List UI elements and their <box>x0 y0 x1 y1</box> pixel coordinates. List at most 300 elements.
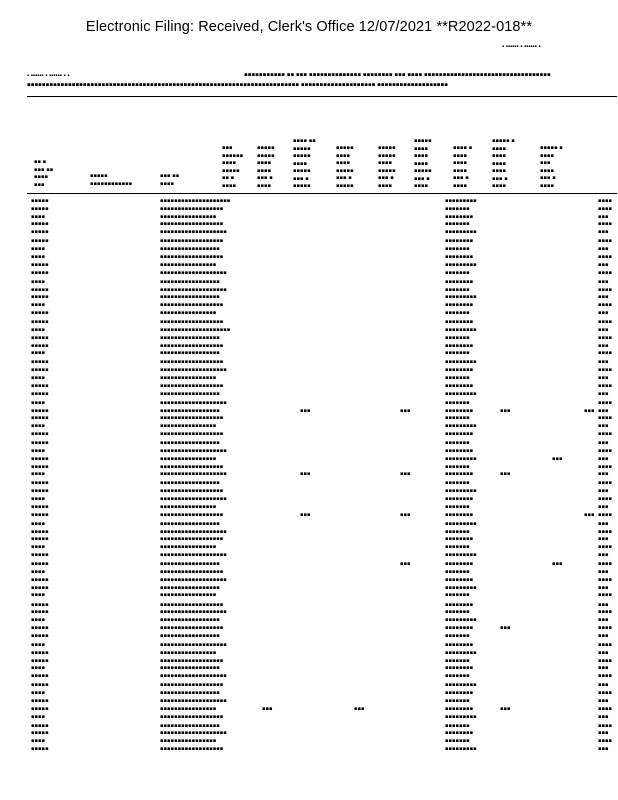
row-description-cell: ▪▪▪▪▪▪▪▪▪▪▪▪▪▪▪▪▪▪ <box>160 488 224 495</box>
row-last-cell: ▪▪▪▪ <box>598 705 613 712</box>
row-id-cell: ▪▪▪▪ <box>31 326 46 333</box>
row-description-cell: ▪▪▪▪▪▪▪▪▪▪▪▪▪▪▪▪▪▪ <box>160 205 224 212</box>
column-header-12: ▪▪▪▪ <box>540 167 555 174</box>
row-description-cell: ▪▪▪▪▪▪▪▪▪▪▪▪▪▪▪▪▪ <box>160 665 220 672</box>
row-value-cell: ▪▪▪▪▪▪▪▪▪ <box>445 455 477 462</box>
row-description-cell: ▪▪▪▪▪▪▪▪▪▪▪▪▪▪▪▪▪ <box>160 520 220 527</box>
row-value-cell: ▪▪▪▪▪▪▪▪ <box>445 367 474 374</box>
row-value-cell: ▪▪▪▪▪▪▪ <box>445 286 470 293</box>
row-last-cell: ▪▪▪▪ <box>598 431 613 438</box>
row-last-cell: ▪▪▪▪ <box>598 254 613 260</box>
sparse-value-cell: ▪▪▪ <box>354 705 365 712</box>
row-last-cell: ▪▪▪ <box>598 488 609 495</box>
row-value-cell: ▪▪▪▪▪▪▪▪ <box>445 561 474 568</box>
row-last-cell: ▪▪▪▪ <box>598 624 613 631</box>
row-description-cell: ▪▪▪▪▪▪▪▪▪▪▪▪▪▪▪▪▪ <box>160 584 220 591</box>
row-description-cell: ▪▪▪▪▪▪▪▪▪▪▪▪▪▪▪▪▪▪ <box>160 238 224 245</box>
row-value-cell: ▪▪▪▪▪▪▪ <box>445 350 470 357</box>
section-line-1: ▪▪▪▪▪▪▪▪▪▪▪ ▪▪ ▪▪▪ ▪▪▪▪▪▪▪▪▪▪▪▪▪▪ ▪▪▪▪▪▪▪▪ ▪▪▪ ▪▪▪▪ ▪▪▪▪▪▪▪▪▪▪▪▪▪▪▪▪▪▪▪▪▪▪▪▪▪▪▪▪▪▪▪▪▪▪ <box>244 72 551 78</box>
row-description-cell: ▪▪▪▪▪▪▪▪▪▪▪▪▪▪▪▪▪ <box>160 350 220 357</box>
row-id-cell: ▪▪▪▪▪ <box>31 649 49 656</box>
row-description-cell: ▪▪▪▪▪▪▪▪▪▪▪▪▪▪▪▪▪▪▪ <box>160 730 227 737</box>
row-last-cell: ▪▪▪▪ <box>598 415 613 422</box>
column-header-8: ▪▪▪▪▪ <box>378 145 396 151</box>
section-label: ▪ ▪▪▪▪▪▪ ▪ ▪▪▪▪▪▪ ▪ ▪ <box>27 73 70 79</box>
row-id-cell: ▪▪▪▪▪ <box>31 576 49 583</box>
row-value-cell: ▪▪▪▪▪▪▪▪▪ <box>445 552 477 559</box>
row-last-cell: ▪▪▪▪ <box>598 198 613 204</box>
column-header-12: ▪▪▪▪▪ ▪ <box>540 145 563 151</box>
row-description-cell: ▪▪▪▪▪▪▪▪▪▪▪▪▪▪▪▪▪▪▪ <box>160 367 227 374</box>
row-last-cell: ▪▪▪ <box>598 584 609 591</box>
row-last-cell: ▪▪▪▪ <box>598 561 613 568</box>
row-description-cell: ▪▪▪▪▪▪▪▪▪▪▪▪▪▪▪▪▪ <box>160 632 220 639</box>
sparse-value-cell: ▪▪▪ <box>500 407 511 414</box>
row-id-cell: ▪▪▪▪▪ <box>31 382 49 389</box>
column-header-11: ▪▪▪ ▪ <box>492 175 508 182</box>
row-id-cell: ▪▪▪▪ <box>31 254 46 260</box>
column-header-1: ▪▪▪ ▪▪ <box>34 166 54 173</box>
row-id-cell: ▪▪▪▪▪ <box>31 697 49 704</box>
row-description-cell: ▪▪▪▪▪▪▪▪▪▪▪▪▪▪▪▪▪▪ <box>160 713 224 720</box>
row-id-cell: ▪▪▪▪▪ <box>31 609 49 616</box>
sparse-value-cell: ▪▪▪ <box>300 511 311 518</box>
row-value-cell: ▪▪▪▪▪▪▪▪▪ <box>445 584 477 591</box>
row-last-cell: ▪▪▪▪ <box>598 544 613 551</box>
column-header-7: ▪▪▪ ▪ <box>336 175 352 181</box>
row-last-cell: ▪▪▪ <box>598 375 609 382</box>
row-value-cell: ▪▪▪▪▪▪▪▪ <box>445 382 474 389</box>
column-header-7: ▪▪▪▪▪ <box>336 145 354 151</box>
row-description-cell: ▪▪▪▪▪▪▪▪▪▪▪▪▪▪▪▪▪▪ <box>160 536 224 543</box>
row-value-cell: ▪▪▪▪▪▪▪ <box>445 528 470 535</box>
row-value-cell: ▪▪▪▪▪▪▪ <box>445 440 470 447</box>
row-value-cell: ▪▪▪▪▪▪▪▪ <box>445 624 474 631</box>
row-last-cell: ▪▪▪▪ <box>598 722 613 729</box>
row-id-cell: ▪▪▪▪▪ <box>31 198 49 204</box>
row-id-cell: ▪▪▪▪ <box>31 592 46 599</box>
row-description-cell: ▪▪▪▪▪▪▪▪▪▪▪▪▪▪▪▪▪▪ <box>160 359 224 366</box>
row-id-cell: ▪▪▪▪▪ <box>31 319 49 326</box>
row-id-cell: ▪▪▪▪▪ <box>31 488 49 495</box>
row-id-cell: ▪▪▪▪▪ <box>31 730 49 737</box>
row-description-cell: ▪▪▪▪▪▪▪▪▪▪▪▪▪▪▪▪▪▪▪ <box>160 697 227 704</box>
row-id-cell: ▪▪▪▪▪ <box>31 269 49 276</box>
column-header-10: ▪▪▪▪ <box>453 152 468 159</box>
row-last-cell: ▪▪▪ <box>598 213 609 220</box>
row-id-cell: ▪▪▪▪ <box>31 423 46 430</box>
row-last-cell: ▪▪▪ <box>598 407 609 414</box>
row-id-cell: ▪▪▪▪▪ <box>31 503 49 510</box>
column-header-5: ▪▪▪▪ <box>257 167 272 174</box>
column-header-4: ▪▪▪▪▪ <box>222 167 240 174</box>
column-header-1: ▪▪▪ <box>34 181 45 188</box>
sparse-value-cell: ▪▪▪ <box>262 705 273 712</box>
row-description-cell: ▪▪▪▪▪▪▪▪▪▪▪▪▪▪▪▪▪ <box>160 407 220 414</box>
row-id-cell: ▪▪▪▪▪ <box>31 455 49 462</box>
row-last-cell: ▪▪▪ <box>598 294 609 301</box>
doc-heading-right: ▪ ▪▪▪▪▪▪ ▪ ▪▪▪▪▪▪ ▪ <box>502 44 541 50</box>
row-value-cell: ▪▪▪▪▪▪▪▪ <box>445 511 474 518</box>
column-header-4: ▪▪▪▪ <box>222 182 237 189</box>
row-description-cell: ▪▪▪▪▪▪▪▪▪▪▪▪▪▪▪▪▪▪ <box>160 682 224 689</box>
row-value-cell: ▪▪▪▪▪▪▪▪▪ <box>445 390 477 397</box>
row-value-cell: ▪▪▪▪▪▪▪ <box>445 722 470 729</box>
row-id-cell: ▪▪▪▪ <box>31 568 46 575</box>
row-description-cell: ▪▪▪▪▪▪▪▪▪▪▪▪▪▪▪▪▪▪▪ <box>160 399 227 406</box>
row-description-cell: ▪▪▪▪▪▪▪▪▪▪▪▪▪▪▪▪ <box>160 592 217 599</box>
row-description-cell: ▪▪▪▪▪▪▪▪▪▪▪▪▪▪▪▪▪▪▪ <box>160 576 227 583</box>
section-line-2: ▪▪▪▪▪▪▪▪▪▪▪▪▪▪▪▪▪▪▪▪▪▪▪▪▪▪▪▪▪▪▪▪▪▪▪▪▪▪▪▪▪▪▪▪▪▪▪▪▪▪▪▪▪▪▪▪▪▪▪▪▪▪▪▪▪▪▪▪▪▪▪▪▪ ▪▪▪▪▪▪▪▪▪▪▪▪▪▪▪▪▪▪▪▪ ▪▪▪▪▪▪▪▪▪▪▪▪▪▪▪▪▪▪▪ <box>27 82 448 88</box>
row-value-cell: ▪▪▪▪▪▪▪▪ <box>445 665 474 672</box>
row-id-cell: ▪▪▪▪ <box>31 399 46 406</box>
column-header-6: ▪▪▪▪ <box>293 160 308 167</box>
row-value-cell: ▪▪▪▪▪▪▪▪▪ <box>445 488 477 495</box>
row-value-cell: ▪▪▪▪▪▪▪▪▪ <box>445 682 477 689</box>
row-value-cell: ▪▪▪▪▪▪▪▪ <box>445 319 474 326</box>
row-value-cell: ▪▪▪▪▪▪▪▪▪ <box>445 649 477 656</box>
column-header-1: ▪▪▪▪ <box>34 174 49 180</box>
row-description-cell: ▪▪▪▪▪▪▪▪▪▪▪▪▪▪▪▪▪ <box>160 722 220 729</box>
row-id-cell: ▪▪▪▪▪ <box>31 601 49 608</box>
sparse-value-cell: ▪▪▪ <box>400 561 411 568</box>
row-id-cell: ▪▪▪▪▪ <box>31 431 49 438</box>
row-last-cell: ▪▪▪ <box>598 342 609 349</box>
column-header-6: ▪▪▪ ▪ <box>293 175 309 182</box>
row-description-cell: ▪▪▪▪▪▪▪▪▪▪▪▪▪▪▪▪ <box>160 213 217 220</box>
column-header-8: ▪▪▪▪ <box>378 160 393 166</box>
row-value-cell: ▪▪▪▪▪▪▪ <box>445 205 470 212</box>
row-id-cell: ▪▪▪▪▪ <box>31 415 49 422</box>
row-description-cell: ▪▪▪▪▪▪▪▪▪▪▪▪▪▪▪▪▪▪▪▪ <box>160 198 231 204</box>
row-id-cell: ▪▪▪▪ <box>31 471 46 478</box>
row-description-cell: ▪▪▪▪▪▪▪▪▪▪▪▪▪▪▪▪▪ <box>160 440 220 447</box>
row-last-cell: ▪▪▪ <box>598 601 609 608</box>
row-description-cell: ▪▪▪▪▪▪▪▪▪▪▪▪▪▪▪▪▪▪▪ <box>160 609 227 616</box>
row-id-cell: ▪▪▪▪ <box>31 496 46 503</box>
row-value-cell: ▪▪▪▪▪▪▪▪ <box>445 730 474 737</box>
row-id-cell: ▪▪▪▪ <box>31 213 46 220</box>
row-value-cell: ▪▪▪▪▪▪▪▪▪ <box>445 520 477 527</box>
row-description-cell: ▪▪▪▪▪▪▪▪▪▪▪▪▪▪▪▪ <box>160 423 217 430</box>
row-description-cell: ▪▪▪▪▪▪▪▪▪▪▪▪▪▪▪▪▪▪▪ <box>160 447 227 454</box>
row-value-cell: ▪▪▪▪▪▪▪▪▪ <box>445 746 477 753</box>
column-header-7: ▪▪▪▪ <box>336 152 351 159</box>
sparse-value-cell: ▪▪▪ <box>500 471 511 478</box>
row-last-cell: ▪▪▪▪ <box>598 528 613 535</box>
row-value-cell: ▪▪▪▪▪▪▪ <box>445 738 470 745</box>
column-header-5: ▪▪▪▪▪ <box>257 152 275 159</box>
row-id-cell: ▪▪▪▪ <box>31 375 46 382</box>
row-value-cell: ▪▪▪▪▪▪▪▪ <box>445 254 474 260</box>
row-value-cell: ▪▪▪▪▪▪▪ <box>445 375 470 382</box>
column-header-4: ▪▪▪▪▪▪ <box>222 152 244 159</box>
row-value-cell: ▪▪▪▪▪▪▪▪ <box>445 213 474 220</box>
row-value-cell: ▪▪▪▪▪▪▪▪▪ <box>445 713 477 720</box>
row-id-cell: ▪▪▪▪ <box>31 447 46 454</box>
row-value-cell: ▪▪▪▪▪▪▪ <box>445 334 470 341</box>
row-last-cell: ▪▪▪ <box>598 665 609 672</box>
row-description-cell: ▪▪▪▪▪▪▪▪▪▪▪▪▪▪▪▪▪ <box>160 294 220 301</box>
column-header-12: ▪▪▪▪ <box>540 182 555 189</box>
row-value-cell: ▪▪▪▪▪▪▪▪ <box>445 278 474 285</box>
column-header-5: ▪▪▪▪▪ <box>257 145 275 151</box>
row-id-cell: ▪▪▪▪▪ <box>31 657 49 664</box>
row-value-cell: ▪▪▪▪▪▪▪ <box>445 673 470 680</box>
column-header-10: ▪▪▪▪ <box>453 160 468 166</box>
row-id-cell: ▪▪▪▪▪ <box>31 334 49 341</box>
row-value-cell: ▪▪▪▪▪▪▪▪ <box>445 576 474 583</box>
row-description-cell: ▪▪▪▪▪▪▪▪▪▪▪▪▪▪▪▪▪▪▪ <box>160 528 227 535</box>
row-id-cell: ▪▪▪▪▪ <box>31 440 49 447</box>
row-id-cell: ▪▪▪▪▪ <box>31 359 49 366</box>
row-last-cell: ▪▪▪ <box>598 326 609 333</box>
row-value-cell: ▪▪▪▪▪▪▪▪ <box>445 690 474 697</box>
column-header-9: ▪▪▪ ▪ <box>414 175 430 182</box>
row-value-cell: ▪▪▪▪▪▪▪▪ <box>445 342 474 349</box>
row-id-cell: ▪▪▪▪▪ <box>31 463 49 470</box>
row-description-cell: ▪▪▪▪▪▪▪▪▪▪▪▪▪▪▪▪ <box>160 544 217 551</box>
row-description-cell: ▪▪▪▪▪▪▪▪▪▪▪▪▪▪▪▪▪ <box>160 561 220 568</box>
row-last-cell: ▪▪▪ <box>598 746 609 753</box>
row-id-cell: ▪▪▪▪▪ <box>31 705 49 712</box>
column-header-11: ▪▪▪▪ <box>492 153 507 159</box>
row-description-cell: ▪▪▪▪▪▪▪▪▪▪▪▪▪▪▪▪▪▪ <box>160 624 224 631</box>
row-value-cell: ▪▪▪▪▪▪▪▪ <box>445 536 474 543</box>
row-description-cell: ▪▪▪▪▪▪▪▪▪▪▪▪▪▪▪▪▪▪ <box>160 302 224 309</box>
row-id-cell: ▪▪▪▪▪ <box>31 528 49 535</box>
row-value-cell: ▪▪▪▪▪▪▪▪ <box>445 705 474 712</box>
sparse-value-cell: ▪▪▪ <box>500 624 511 631</box>
row-value-cell: ▪▪▪▪▪▪▪▪▪ <box>445 261 477 268</box>
row-description-cell: ▪▪▪▪▪▪▪▪▪▪▪▪▪▪▪▪▪▪▪ <box>160 269 227 276</box>
row-value-cell: ▪▪▪▪▪▪▪ <box>445 503 470 510</box>
row-description-cell: ▪▪▪▪▪▪▪▪▪▪▪▪▪▪▪▪▪ <box>160 246 220 253</box>
sparse-value-cell: ▪▪▪ <box>400 511 411 518</box>
column-header-2: ▪▪▪▪▪ <box>90 173 108 179</box>
row-value-cell: ▪▪▪▪▪▪▪▪ <box>445 302 474 309</box>
row-last-cell: ▪▪▪ <box>598 617 609 624</box>
row-last-cell: ▪▪▪ <box>598 730 609 737</box>
row-value-cell: ▪▪▪▪▪▪▪ <box>445 544 470 551</box>
row-last-cell: ▪▪▪▪ <box>598 592 613 599</box>
column-header-11: ▪▪▪▪ <box>492 160 507 167</box>
row-last-cell: ▪▪▪ <box>598 536 609 543</box>
row-description-cell: ▪▪▪▪▪▪▪▪▪▪▪▪▪▪▪▪▪▪ <box>160 746 224 753</box>
row-description-cell: ▪▪▪▪▪▪▪▪▪▪▪▪▪▪▪▪ <box>160 649 217 656</box>
row-id-cell: ▪▪▪▪ <box>31 690 46 697</box>
row-value-cell: ▪▪▪▪▪▪▪ <box>445 246 470 253</box>
sparse-value-cell: ▪▪▪ <box>400 471 411 478</box>
row-value-cell: ▪▪▪▪▪▪▪▪ <box>445 407 474 414</box>
row-description-cell: ▪▪▪▪▪▪▪▪▪▪▪▪▪▪▪▪ <box>160 375 217 382</box>
row-description-cell: ▪▪▪▪▪▪▪▪▪▪▪▪▪▪▪▪▪▪ <box>160 342 224 349</box>
row-last-cell: ▪▪▪▪ <box>598 302 613 309</box>
column-header-4: ▪▪▪ <box>222 145 233 151</box>
row-description-cell: ▪▪▪▪▪▪▪▪▪▪▪▪▪▪▪▪▪▪ <box>160 319 224 326</box>
column-header-9: ▪▪▪▪▪ <box>414 138 432 144</box>
column-header-12: ▪▪▪▪ <box>540 152 555 159</box>
row-description-cell: ▪▪▪▪▪▪▪▪▪▪▪▪▪▪▪▪▪ <box>160 690 220 697</box>
sparse-value-cell: ▪▪▪ <box>552 455 563 462</box>
row-description-cell: ▪▪▪▪▪▪▪▪▪▪▪▪▪▪▪▪▪▪▪ <box>160 673 227 680</box>
row-last-cell: ▪▪▪▪ <box>598 221 613 228</box>
row-description-cell: ▪▪▪▪▪▪▪▪▪▪▪▪▪▪▪▪▪▪ <box>160 415 224 422</box>
row-value-cell: ▪▪▪▪▪▪▪▪ <box>445 496 474 503</box>
row-last-cell: ▪▪▪▪ <box>598 205 613 212</box>
row-id-cell: ▪▪▪▪ <box>31 278 46 285</box>
row-value-cell: ▪▪▪▪▪▪▪▪▪ <box>445 326 477 333</box>
row-id-cell: ▪▪▪▪▪ <box>31 205 49 212</box>
row-description-cell: ▪▪▪▪▪▪▪▪▪▪▪▪▪▪▪▪▪▪▪ <box>160 229 227 236</box>
column-header-9: ▪▪▪▪▪ <box>414 168 432 174</box>
column-header-4: ▪▪▪▪ <box>222 160 237 166</box>
row-value-cell: ▪▪▪▪▪▪▪▪ <box>445 431 474 438</box>
row-value-cell: ▪▪▪▪▪▪▪ <box>445 269 470 276</box>
row-last-cell: ▪▪▪ <box>598 713 609 720</box>
table-top-rule <box>27 96 617 97</box>
row-value-cell: ▪▪▪▪▪▪▪ <box>445 568 470 575</box>
row-last-cell: ▪▪▪ <box>598 697 609 704</box>
row-description-cell: ▪▪▪▪▪▪▪▪▪▪▪▪▪▪▪▪▪▪ <box>160 382 224 389</box>
row-id-cell: ▪▪▪▪▪ <box>31 722 49 729</box>
column-header-8: ▪▪▪▪ <box>378 182 393 189</box>
row-description-cell: ▪▪▪▪▪▪▪▪▪▪▪▪▪▪▪▪▪ <box>160 390 220 397</box>
row-description-cell: ▪▪▪▪▪▪▪▪▪▪▪▪▪▪▪▪▪▪▪ <box>160 496 227 503</box>
row-id-cell: ▪▪▪▪▪ <box>31 552 49 559</box>
row-description-cell: ▪▪▪▪▪▪▪▪▪▪▪▪▪▪▪▪▪▪ <box>160 657 224 664</box>
sparse-value-cell: ▪▪▪ <box>500 705 511 712</box>
column-header-6: ▪▪▪▪▪ <box>293 183 311 189</box>
row-description-cell: ▪▪▪▪▪▪▪▪▪▪▪▪▪▪▪▪▪▪▪ <box>160 641 227 648</box>
column-header-7: ▪▪▪▪▪ <box>336 182 354 189</box>
row-description-cell: ▪▪▪▪▪▪▪▪▪▪▪▪▪▪▪▪▪ <box>160 617 220 624</box>
column-header-11: ▪▪▪▪ <box>492 183 507 189</box>
row-last-cell: ▪▪▪ <box>598 390 609 397</box>
row-value-cell: ▪▪▪▪▪▪▪ <box>445 632 470 639</box>
row-last-cell: ▪▪▪ <box>598 632 609 639</box>
column-header-8: ▪▪▪▪▪ <box>378 152 396 159</box>
column-header-12: ▪▪▪ ▪ <box>540 175 556 181</box>
column-header-1: ▪▪ ▪ <box>34 159 47 165</box>
row-last-cell: ▪▪▪▪ <box>598 738 613 745</box>
sparse-value-cell: ▪▪▪ <box>584 407 595 414</box>
row-last-cell: ▪▪▪▪ <box>598 238 613 245</box>
column-header-10: ▪▪▪▪ ▪ <box>453 145 473 151</box>
row-id-cell: ▪▪▪▪ <box>31 641 46 648</box>
row-value-cell: ▪▪▪▪▪▪▪▪▪ <box>445 359 477 366</box>
row-value-cell: ▪▪▪▪▪▪▪ <box>445 480 470 487</box>
row-description-cell: ▪▪▪▪▪▪▪▪▪▪▪▪▪▪▪▪▪▪ <box>160 463 224 470</box>
row-last-cell: ▪▪▪ <box>598 552 609 559</box>
row-value-cell: ▪▪▪▪▪▪▪ <box>445 697 470 704</box>
column-header-6: ▪▪▪▪▪ <box>293 153 311 159</box>
column-header-9: ▪▪▪▪ <box>414 160 429 167</box>
column-header-7: ▪▪▪▪ <box>336 160 351 166</box>
row-description-cell: ▪▪▪▪▪▪▪▪▪▪▪▪▪▪▪▪▪▪ <box>160 511 224 518</box>
row-id-cell: ▪▪▪▪▪ <box>31 229 49 236</box>
row-value-cell: ▪▪▪▪▪▪▪▪▪ <box>445 294 477 301</box>
row-last-cell: ▪▪▪ <box>598 423 609 430</box>
column-header-10: ▪▪▪▪ <box>453 182 468 189</box>
row-description-cell: ▪▪▪▪▪▪▪▪▪▪▪▪▪▪▪▪ <box>160 261 217 268</box>
row-last-cell: ▪▪▪▪ <box>598 367 613 374</box>
row-last-cell: ▪▪▪▪ <box>598 319 613 326</box>
row-id-cell: ▪▪▪▪▪ <box>31 682 49 689</box>
sparse-value-cell: ▪▪▪ <box>552 561 563 568</box>
sparse-value-cell: ▪▪▪ <box>400 407 411 414</box>
column-header-8: ▪▪▪ ▪ <box>378 175 394 181</box>
row-last-cell: ▪▪▪ <box>598 359 609 366</box>
column-header-6: ▪▪▪▪ ▪▪ <box>293 138 316 144</box>
row-id-cell: ▪▪▪▪▪ <box>31 511 49 518</box>
row-description-cell: ▪▪▪▪▪▪▪▪▪▪▪▪▪▪▪▪▪ <box>160 278 220 285</box>
row-last-cell: ▪▪▪▪ <box>598 286 613 293</box>
row-last-cell: ▪▪▪ <box>598 682 609 689</box>
row-description-cell: ▪▪▪▪▪▪▪▪▪▪▪▪▪▪▪▪ <box>160 705 217 712</box>
row-id-cell: ▪▪▪▪▪ <box>31 390 49 397</box>
row-last-cell: ▪▪▪▪ <box>598 350 613 357</box>
row-description-cell: ▪▪▪▪▪▪▪▪▪▪▪▪▪▪▪▪▪▪ <box>160 221 224 228</box>
row-id-cell: ▪▪▪▪▪ <box>31 342 49 349</box>
row-value-cell: ▪▪▪▪▪▪▪▪ <box>445 641 474 648</box>
column-header-5: ▪▪▪▪ <box>257 182 272 189</box>
row-value-cell: ▪▪▪▪▪▪▪▪▪ <box>445 198 477 204</box>
row-id-cell: ▪▪▪▪ <box>31 350 46 357</box>
row-value-cell: ▪▪▪▪▪▪▪ <box>445 399 470 406</box>
column-header-12: ▪▪▪ <box>540 160 551 166</box>
row-last-cell: ▪▪▪ <box>598 229 609 236</box>
column-header-9: ▪▪▪▪ <box>414 153 429 159</box>
row-id-cell: ▪▪▪▪▪ <box>31 624 49 631</box>
row-id-cell: ▪▪▪▪▪ <box>31 536 49 543</box>
column-header-11: ▪▪▪▪ <box>492 145 507 152</box>
row-description-cell: ▪▪▪▪▪▪▪▪▪▪▪▪▪▪▪▪▪▪ <box>160 431 224 438</box>
row-value-cell: ▪▪▪▪▪▪▪ <box>445 463 470 470</box>
row-last-cell: ▪▪▪▪ <box>598 609 613 616</box>
row-last-cell: ▪▪▪▪ <box>598 641 613 648</box>
sparse-value-cell: ▪▪▪ <box>584 511 595 518</box>
row-id-cell: ▪▪▪▪ <box>31 520 46 527</box>
row-description-cell: ▪▪▪▪▪▪▪▪▪▪▪▪▪▪▪▪▪▪ <box>160 254 224 260</box>
column-header-9: ▪▪▪▪ <box>414 145 429 152</box>
row-description-cell: ▪▪▪▪▪▪▪▪▪▪▪▪▪▪▪▪▪ <box>160 334 220 341</box>
row-id-cell: ▪▪▪▪▪ <box>31 286 49 293</box>
row-value-cell: ▪▪▪▪▪▪▪ <box>445 657 470 664</box>
column-header-3: ▪▪▪ ▪▪ <box>160 173 180 179</box>
column-header-6: ▪▪▪▪▪ <box>293 145 311 152</box>
row-id-cell: ▪▪▪▪▪ <box>31 746 49 753</box>
row-id-cell: ▪▪▪▪▪ <box>31 294 49 301</box>
row-last-cell: ▪▪▪ <box>598 310 609 317</box>
row-value-cell: ▪▪▪▪▪▪▪ <box>445 221 470 228</box>
row-id-cell: ▪▪▪▪▪ <box>31 367 49 374</box>
column-header-6: ▪▪▪▪▪ <box>293 168 311 174</box>
column-header-8: ▪▪▪▪▪ <box>378 167 396 174</box>
row-id-cell: ▪▪▪▪ <box>31 617 46 624</box>
column-header-5: ▪▪▪▪ <box>257 160 272 166</box>
row-value-cell: ▪▪▪▪▪▪▪▪▪ <box>445 423 477 430</box>
row-description-cell: ▪▪▪▪▪▪▪▪▪▪▪▪▪▪▪▪▪ <box>160 480 220 487</box>
row-description-cell: ▪▪▪▪▪▪▪▪▪▪▪▪▪▪▪▪ <box>160 310 217 317</box>
row-last-cell: ▪▪▪▪ <box>598 657 613 664</box>
column-header-4: ▪▪ ▪ <box>222 175 235 181</box>
row-last-cell: ▪▪▪▪ <box>598 334 613 341</box>
row-value-cell: ▪▪▪▪▪▪▪▪ <box>445 601 474 608</box>
row-description-cell: ▪▪▪▪▪▪▪▪▪▪▪▪▪▪▪▪▪▪ <box>160 568 224 575</box>
row-id-cell: ▪▪▪▪▪ <box>31 480 49 487</box>
row-id-cell: ▪▪▪▪▪ <box>31 310 49 317</box>
